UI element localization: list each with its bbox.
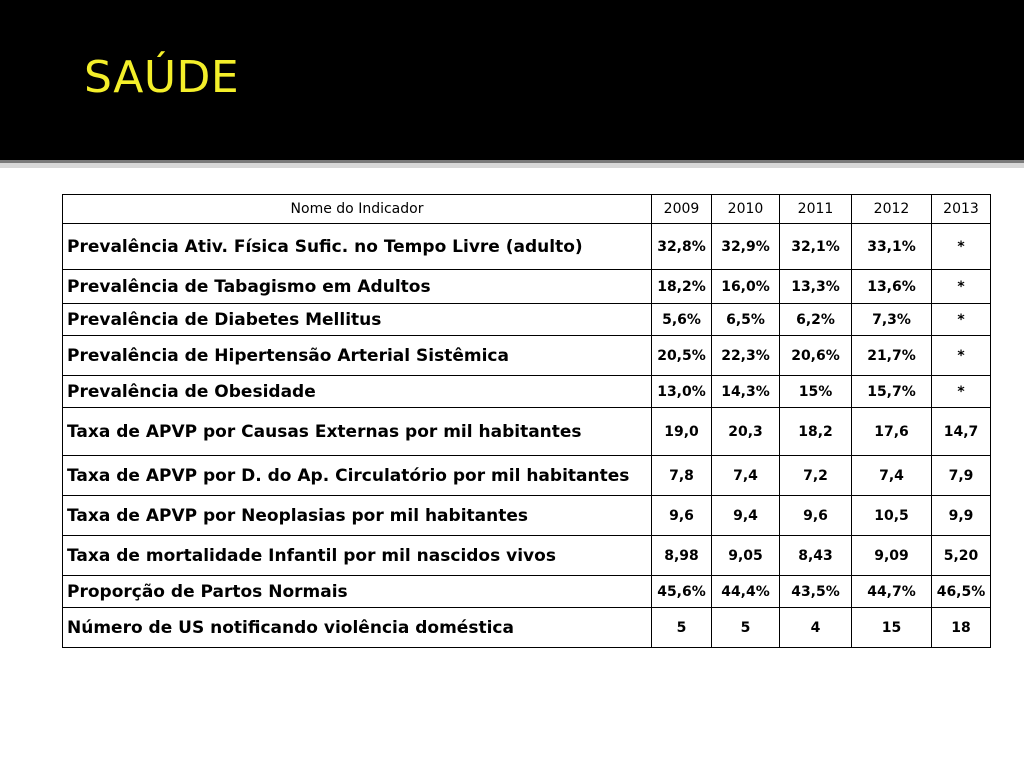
column-header-indicator: Nome do Indicador — [63, 195, 652, 224]
indicator-name: Proporção de Partos Normais — [63, 576, 652, 608]
value-2012: 44,7% — [852, 576, 932, 608]
value-2013: 46,5% — [932, 576, 991, 608]
value-2009: 9,6 — [652, 496, 712, 536]
table-row — [63, 336, 991, 376]
value-2010: 5 — [712, 608, 780, 648]
value-2011: 6,2% — [780, 304, 852, 336]
value-2009: 8,98 — [652, 536, 712, 576]
table-row — [63, 224, 991, 270]
value-2011: 9,6 — [780, 496, 852, 536]
value-2012: 9,09 — [852, 536, 932, 576]
table-header-row — [63, 195, 991, 224]
value-2012: 17,6 — [852, 408, 932, 456]
value-2012: 21,7% — [852, 336, 932, 376]
value-2011: 20,6% — [780, 336, 852, 376]
value-2011: 8,43 — [780, 536, 852, 576]
value-2009: 5 — [652, 608, 712, 648]
table-row — [63, 536, 991, 576]
value-2013: 7,9 — [932, 456, 991, 496]
table-row — [63, 608, 991, 648]
column-header-2011: 2011 — [780, 195, 852, 224]
column-header-2009: 2009 — [652, 195, 712, 224]
value-2009: 18,2% — [652, 270, 712, 304]
value-2013: * — [932, 376, 991, 408]
value-2011: 15% — [780, 376, 852, 408]
slide-header — [0, 0, 1024, 160]
value-2011: 18,2 — [780, 408, 852, 456]
value-2010: 9,05 — [712, 536, 780, 576]
value-2009: 5,6% — [652, 304, 712, 336]
indicator-name: Número de US notificando violência doméstica — [63, 608, 652, 648]
value-2010: 9,4 — [712, 496, 780, 536]
value-2013: 5,20 — [932, 536, 991, 576]
indicator-name: Prevalência de Hipertensão Arterial Sistêmica — [63, 336, 652, 376]
value-2012: 15,7% — [852, 376, 932, 408]
table-row — [63, 304, 991, 336]
value-2013: 18 — [932, 608, 991, 648]
value-2010: 32,9% — [712, 224, 780, 270]
value-2010: 6,5% — [712, 304, 780, 336]
value-2010: 44,4% — [712, 576, 780, 608]
indicator-name: Prevalência de Diabetes Mellitus — [63, 304, 652, 336]
value-2012: 33,1% — [852, 224, 932, 270]
header-divider-shadow — [0, 163, 1024, 168]
table-row — [63, 576, 991, 608]
table-row — [63, 270, 991, 304]
indicator-name: Taxa de APVP por D. do Ap. Circulatório por mil habitantes — [63, 456, 652, 496]
value-2011: 4 — [780, 608, 852, 648]
indicator-name: Taxa de APVP por Neoplasias por mil habitantes — [63, 496, 652, 536]
indicator-name: Prevalência de Obesidade — [63, 376, 652, 408]
indicator-name: Taxa de mortalidade Infantil por mil nascidos vivos — [63, 536, 652, 576]
value-2013: * — [932, 270, 991, 304]
value-2012: 13,6% — [852, 270, 932, 304]
value-2013: * — [932, 224, 991, 270]
value-2013: * — [932, 336, 991, 376]
value-2011: 43,5% — [780, 576, 852, 608]
value-2012: 15 — [852, 608, 932, 648]
value-2013: 9,9 — [932, 496, 991, 536]
value-2013: * — [932, 304, 991, 336]
value-2009: 19,0 — [652, 408, 712, 456]
value-2012: 7,3% — [852, 304, 932, 336]
column-header-2010: 2010 — [712, 195, 780, 224]
value-2013: 14,7 — [932, 408, 991, 456]
indicators-table — [62, 194, 991, 648]
table-row — [63, 496, 991, 536]
value-2010: 7,4 — [712, 456, 780, 496]
column-header-2013: 2013 — [932, 195, 991, 224]
indicator-name: Prevalência Ativ. Física Sufic. no Tempo Livre (adulto) — [63, 224, 652, 270]
value-2012: 7,4 — [852, 456, 932, 496]
value-2009: 7,8 — [652, 456, 712, 496]
indicator-name: Prevalência de Tabagismo em Adultos — [63, 270, 652, 304]
value-2009: 32,8% — [652, 224, 712, 270]
value-2011: 7,2 — [780, 456, 852, 496]
table-row — [63, 456, 991, 496]
value-2012: 10,5 — [852, 496, 932, 536]
value-2010: 22,3% — [712, 336, 780, 376]
slide-title: SAÚDE — [84, 52, 240, 103]
value-2009: 45,6% — [652, 576, 712, 608]
value-2010: 16,0% — [712, 270, 780, 304]
value-2009: 20,5% — [652, 336, 712, 376]
value-2011: 32,1% — [780, 224, 852, 270]
column-header-2012: 2012 — [852, 195, 932, 224]
indicator-name: Taxa de APVP por Causas Externas por mil habitantes — [63, 408, 652, 456]
value-2010: 14,3% — [712, 376, 780, 408]
value-2011: 13,3% — [780, 270, 852, 304]
table-row — [63, 376, 991, 408]
value-2009: 13,0% — [652, 376, 712, 408]
table-row — [63, 408, 991, 456]
value-2010: 20,3 — [712, 408, 780, 456]
